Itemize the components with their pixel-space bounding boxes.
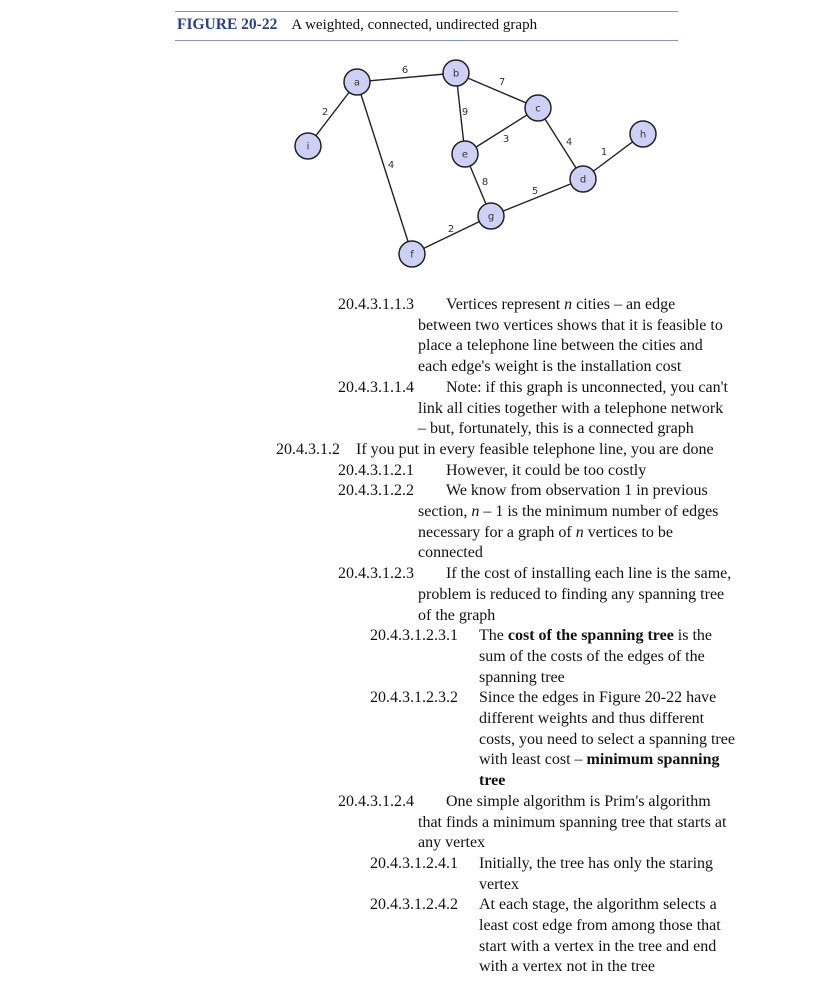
text-segment: costs, you need to select a spanning tree <box>479 730 735 748</box>
outline-text-line <box>446 481 708 501</box>
text-segment: with least cost – <box>479 751 587 769</box>
outline-number: 20.4.3.1.2.2 <box>338 482 414 500</box>
edge-weight-label: 5 <box>531 186 539 197</box>
outline-text-line <box>418 585 724 605</box>
vertex-label: a <box>353 77 361 89</box>
outline-number: 20.4.3.1.2.4 <box>338 792 414 810</box>
text-segment: If you put in every feasible telephone line, you are done <box>356 440 714 458</box>
outline-number: 20.4.3.1.2 <box>276 440 340 458</box>
outline-text-line <box>446 792 711 812</box>
text-segment: link all cities together with a telephone network <box>418 399 724 417</box>
outline-text-line <box>479 647 705 667</box>
outline-number: 20.4.3.1.2.3.1 <box>370 627 458 645</box>
outline-number: 20.4.3.1.1.4 <box>338 378 414 396</box>
edge-a-f <box>357 82 412 254</box>
outline-text-line <box>446 564 731 584</box>
edge-weight-label: 8 <box>481 177 489 188</box>
edge-weight-label: 7 <box>498 77 506 88</box>
edge-weight-label: 3 <box>502 134 510 145</box>
outline-text-line <box>446 378 728 398</box>
text-segment: start with a vertex in the tree and end <box>479 937 717 955</box>
edge-weight-label: 2 <box>321 107 329 118</box>
outline-text-line <box>479 937 716 957</box>
outline-text-line <box>418 419 694 439</box>
figure-caption-text: A weighted, connected, undirected graph <box>291 17 538 33</box>
outline-text-line <box>356 440 714 460</box>
outline-text-line <box>418 833 485 853</box>
edge-weight-label: 4 <box>387 160 395 171</box>
outline-text-line <box>479 688 716 708</box>
vertex-label: c <box>535 103 541 115</box>
edge-weight-label: 4 <box>565 137 573 148</box>
text-segment: with a vertex not in the tree <box>479 958 655 976</box>
text-segment: Vertices represent <box>446 296 565 313</box>
text-segment: section, <box>418 503 472 520</box>
outline-text-line <box>479 957 655 977</box>
outline-text-line <box>479 709 704 729</box>
outline-text-line <box>418 606 495 626</box>
text-segment: place a telephone line between the cities and <box>418 337 703 355</box>
outline-text-line <box>479 626 712 646</box>
outline-text-line <box>479 854 713 874</box>
outline-text-line <box>479 750 719 770</box>
text-segment: However, it could be too costly <box>446 461 647 479</box>
text-segment: – 1 is the minimum number of edges <box>479 503 719 520</box>
edge-g-d <box>491 179 583 216</box>
text-segment: Initially, the tree has only the staring <box>479 854 714 872</box>
bold-term: cost of the spanning tree <box>507 627 674 645</box>
text-segment: problem is reduced to finding any spanning tree <box>418 585 725 603</box>
text-segment: of the graph <box>418 606 496 624</box>
outline-text-line <box>479 875 519 895</box>
outline-text-line <box>418 502 718 522</box>
text-segment: is the <box>673 627 713 645</box>
text-segment: different weights and thus different <box>479 710 705 727</box>
outline-number: 20.4.3.1.2.3 <box>338 565 414 583</box>
text-segment: The <box>479 627 508 645</box>
text-segment: If the cost of installing each line is the same, <box>446 565 732 583</box>
text-segment: that finds a minimum spanning tree that starts at <box>418 813 727 831</box>
outline-text-line <box>418 357 681 377</box>
edge-weight-label: 1 <box>600 147 608 158</box>
text-segment: cities – an edge <box>572 296 676 313</box>
outline-text-line <box>418 543 483 563</box>
vertex-label: e <box>461 149 469 161</box>
text-segment: vertices to be <box>583 523 673 541</box>
outline-text-line <box>479 730 735 750</box>
text-segment: connected <box>418 544 483 562</box>
outline-text-line <box>418 399 723 419</box>
text-segment: necessary for a graph of <box>418 523 576 541</box>
outline-text-line <box>446 295 675 315</box>
vertex-label: g <box>487 211 495 223</box>
text-segment: between two vertices shows that it is feasible to <box>418 316 723 334</box>
edge-weight-label: 6 <box>401 65 409 76</box>
outline-text-line <box>446 461 646 481</box>
text-segment: Since the edges in Figure 20-22 have <box>479 689 717 707</box>
text-segment: vertex <box>479 875 519 893</box>
bold-term: tree <box>479 772 506 790</box>
outline-text-line <box>418 316 723 336</box>
outline-text-line <box>418 523 673 543</box>
edge-weight-label: 9 <box>461 107 469 118</box>
outline-text-line <box>479 771 505 791</box>
vertex-label: b <box>452 68 460 80</box>
edge-weight-label: 2 <box>447 224 455 235</box>
outline-number: 20.4.3.1.2.1 <box>338 461 414 479</box>
vertex-label: i <box>306 141 310 153</box>
outline-text-line <box>479 895 717 915</box>
text-segment: At each stage, the algorithm selects a <box>479 896 717 914</box>
vertex-label: f <box>410 249 414 261</box>
vertex-label: h <box>639 129 647 141</box>
figure-label: FIGURE 20-22 <box>177 16 278 33</box>
vertex-label: d <box>579 174 587 186</box>
outline-text-line <box>418 336 703 356</box>
text-segment: Note: if this graph is unconnected, you can't <box>446 378 728 396</box>
text-segment: We know from observation 1 in previous <box>446 482 708 500</box>
outline-text-line <box>418 813 726 833</box>
text-segment: each edge's weight is the installation cost <box>418 358 682 376</box>
text-segment: any vertex <box>418 834 486 852</box>
outline-number: 20.4.3.1.2.3.2 <box>370 689 458 707</box>
italic-variable: n <box>575 523 584 541</box>
bold-term: minimum spanning <box>586 751 720 769</box>
text-segment: – but, fortunately, this is a connected graph <box>418 420 694 438</box>
italic-variable: n <box>471 503 480 520</box>
weighted-graph-diagram <box>0 0 840 280</box>
outline-text-line <box>479 668 565 688</box>
text-segment: One simple algorithm is Prim's algorithm <box>446 792 711 810</box>
text-segment: least cost edge from among those that <box>479 917 721 934</box>
text-segment: spanning tree <box>479 668 565 686</box>
outline-text-line <box>479 916 721 936</box>
outline-number: 20.4.3.1.2.4.1 <box>370 854 458 872</box>
outline-number: 20.4.3.1.1.3 <box>338 296 414 313</box>
text-segment: sum of the costs of the edges of the <box>479 647 705 665</box>
outline-number: 20.4.3.1.2.4.2 <box>370 896 458 914</box>
italic-variable: n <box>564 296 573 313</box>
